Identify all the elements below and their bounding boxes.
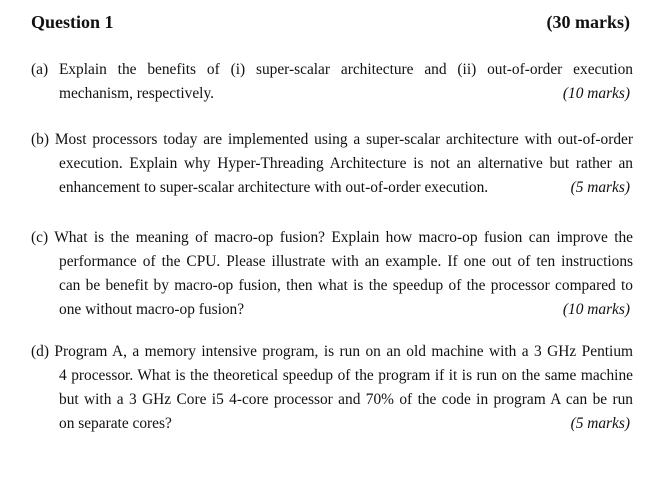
part-d-text: but with a 3 GHz Core i5 4-core processor and 70% of the code in program A can be run	[59, 391, 633, 408]
part-c-text: can be benefit by macro-op fusion, then what is the speedup of the processor compared to	[59, 277, 633, 294]
part-c-line	[31, 250, 633, 274]
part-b-line	[31, 152, 633, 176]
part-a	[31, 58, 633, 106]
part-b-text: execution. Explain why Hyper-Threading Architecture is not an alternative but rather an	[59, 155, 633, 172]
part-b-text: (b) Most processors today are implemented using a super-scalar architecture with out-of-order	[31, 131, 633, 148]
part-d-line	[31, 388, 633, 412]
part-d-marks: (5 marks)	[570, 415, 630, 432]
part-c-line	[31, 274, 633, 298]
question-header	[31, 9, 630, 35]
part-c-line	[31, 298, 633, 322]
part-b-text: enhancement to super-scalar architecture with out-of-order execution.	[59, 179, 489, 196]
part-b-marks: (5 marks)	[570, 179, 630, 196]
part-c	[31, 226, 633, 322]
part-a-text: mechanism, respectively.	[59, 85, 214, 102]
question-title: Question 1	[31, 12, 114, 32]
part-d	[31, 340, 633, 436]
part-b-line	[31, 176, 633, 200]
part-a-text: (a) Explain the benefits of (i) super-scalar architecture and (ii) out-of-order execution	[31, 61, 633, 78]
part-a-marks: (10 marks)	[562, 85, 630, 102]
part-d-line	[31, 364, 633, 388]
part-c-text: performance of the CPU. Please illustrate with an example. If one out of ten instructions	[59, 253, 633, 270]
part-d-text: on separate cores?	[59, 415, 172, 432]
part-b	[31, 128, 633, 200]
part-d-line	[31, 340, 633, 364]
part-d-line	[31, 412, 633, 436]
part-c-line	[31, 226, 633, 250]
part-a-line	[31, 58, 633, 82]
part-d-text: 4 processor. What is the theoretical speedup of the program if it is run on the same machine	[59, 367, 633, 384]
part-d-text: (d) Program A, a memory intensive program, is run on an old machine with a 3 GHz Pentium	[31, 343, 633, 360]
part-b-line	[31, 128, 633, 152]
question-total-marks: (30 marks)	[546, 12, 630, 32]
part-a-line	[31, 82, 633, 106]
part-c-text: one without macro-op fusion?	[59, 301, 245, 318]
part-c-text: (c) What is the meaning of macro-op fusion? Explain how macro-op fusion can improve the	[31, 229, 633, 246]
part-c-marks: (10 marks)	[562, 301, 630, 318]
